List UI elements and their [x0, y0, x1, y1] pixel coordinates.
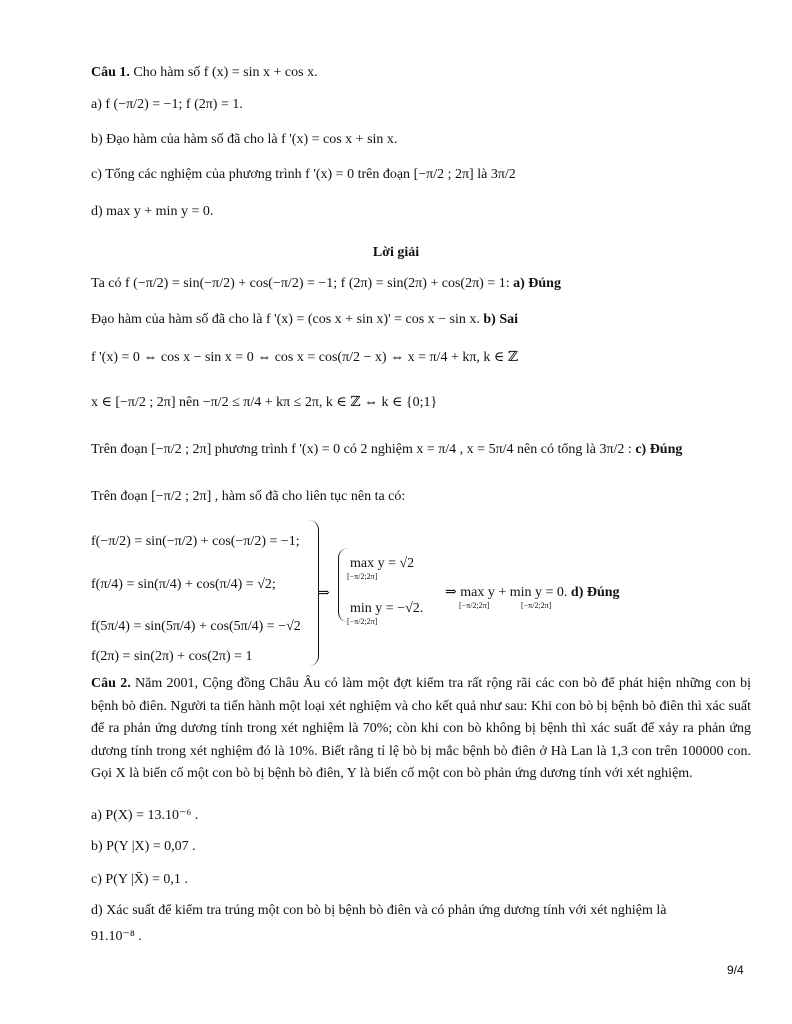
result-brace-left [338, 548, 349, 622]
max-interval-subscript: [−π/2;2π] [347, 572, 378, 581]
verdict-c: c) Đúng [635, 442, 683, 457]
q1-c-text-2: là [477, 167, 488, 182]
system-line-1: f(−π/2) = sin(−π/2) + cos(−π/2) = −1; [91, 534, 300, 549]
conclusion-max-subscript: [−π/2;2π] [459, 601, 490, 610]
q1-option-b: b) Đạo hàm của hàm số đã cho là f '(x) = cos x + sin x. [91, 132, 398, 147]
system-line-2: f(π/4) = sin(π/4) + cos(π/4) = √2; [91, 577, 276, 592]
implies-arrow: ⇒ [318, 586, 330, 601]
solution-step-5-text: Trên đoạn [−π/2 ; 2π] phương trình f '(x) = 0 có 2 nghiệm x = π/4 , x = 5π/4 nên có tổng là 3π/2 : [91, 442, 632, 457]
q2-statement [91, 673, 751, 786]
solution-step-1 [91, 275, 561, 293]
conclusion-min-subscript: [−π/2;2π] [521, 601, 552, 610]
system-line-4: f(2π) = sin(2π) + cos(2π) = 1 [91, 649, 253, 664]
solution-step-2-text: Đạo hàm của hàm số đã cho là f '(x) = (cos x + sin x)' = cos x − sin x. [91, 312, 480, 327]
solution-heading: Lời giải [372, 245, 420, 260]
min-interval-subscript: [−π/2;2π] [347, 617, 378, 626]
q2-title: Câu 2. [91, 676, 131, 691]
conclusion-text: ⇒ max y + min y = 0. [445, 585, 568, 600]
verdict-a: a) Đúng [513, 276, 561, 291]
q1-option-c [91, 166, 516, 184]
solution-step-3: f '(x) = 0 ⇔ cos x − sin x = 0 ⇔ cos x = cos(π/2 − x) ⇔ x = π/4 + kπ, k ∈ ℤ [91, 350, 518, 365]
verdict-b: b) Sai [483, 312, 519, 327]
q1-c-interval: [−π/2 ; 2π] [413, 167, 474, 182]
q2-option-b: b) P(Y |X) = 0,07 . [91, 839, 196, 854]
q1-d-label: d) [91, 204, 103, 219]
min-result: min y = −√2. [350, 601, 424, 616]
q1-c-text-1: c) Tổng các nghiệm của phương trình f '(x) = 0 trên đoạn [91, 167, 411, 182]
q1-a-text: f (−π/2) = −1; f (2π) = 1. [105, 97, 243, 112]
q2-option-a: a) P(X) = 13.10⁻⁶ . [91, 808, 199, 823]
conclusion [445, 584, 620, 602]
q1-option-a [91, 96, 243, 114]
max-result: max y = √2 [350, 556, 415, 571]
q1-statement [91, 64, 318, 82]
q2-option-d-line-1: d) Xác suất để kiểm tra trúng một con bò bị bệnh bò điên và có phản ứng dương tính với xét nghiệm là [91, 903, 667, 918]
solution-step-2 [91, 311, 518, 329]
q1-intro: Cho hàm số f (x) = sin x + cos x. [133, 65, 318, 80]
solution-step-6: Trên đoạn [−π/2 ; 2π] , hàm số đã cho liên tục nên ta có: [91, 489, 406, 504]
q2-option-c: c) P(Y |X̄) = 0,1 . [91, 872, 188, 887]
q1-title: Câu 1. [91, 65, 130, 80]
page-number: 9/4 [727, 963, 744, 977]
q1-option-d [91, 203, 213, 221]
q1-d-text: max y + min y = 0. [106, 204, 214, 219]
q2-option-d-line-2: 91.10⁻⁸ . [91, 929, 142, 944]
solution-step-5 [91, 441, 682, 459]
solution-step-1-text: Ta có f (−π/2) = sin(−π/2) + cos(−π/2) = −1; f (2π) = sin(2π) + cos(2π) = 1: [91, 276, 510, 291]
q1-a-label: a) [91, 97, 102, 112]
verdict-d: d) Đúng [570, 585, 620, 600]
q1-c-value: 3π/2 [490, 167, 516, 182]
system-line-3: f(5π/4) = sin(5π/4) + cos(5π/4) = −√2 [91, 619, 301, 634]
q2-body: Năm 2001, Cộng đồng Châu Âu có làm một đợt kiểm tra rất rộng rãi các con bò để phát hiện những con bị bệnh bò điên. Người ta tiến hành một loại xét nghiệm và cho kết quả như sau: Khi con bò bị bệnh bò điên thì xác suất để ra phản ứng dương tính trong xét nghiệm là 70%; còn khi con bò không bị bệnh thì xác suất để xảy ra phản ứng dương tính trong xét nghiệm đó là 10%. Biết rằng tỉ lệ bò bị mắc bệnh bò điên ở Hà Lan là 1,3 con trên 100000 con. Gọi X là biến cố một con bò bị bệnh bò điên, Y là biến cố một con bò phản ứng dương tính với xét nghiệm. [91, 676, 752, 781]
solution-step-4: x ∈ [−π/2 ; 2π] nên −π/2 ≤ π/4 + kπ ≤ 2π, k ∈ ℤ ⇔ k ∈ {0;1} [91, 395, 438, 410]
